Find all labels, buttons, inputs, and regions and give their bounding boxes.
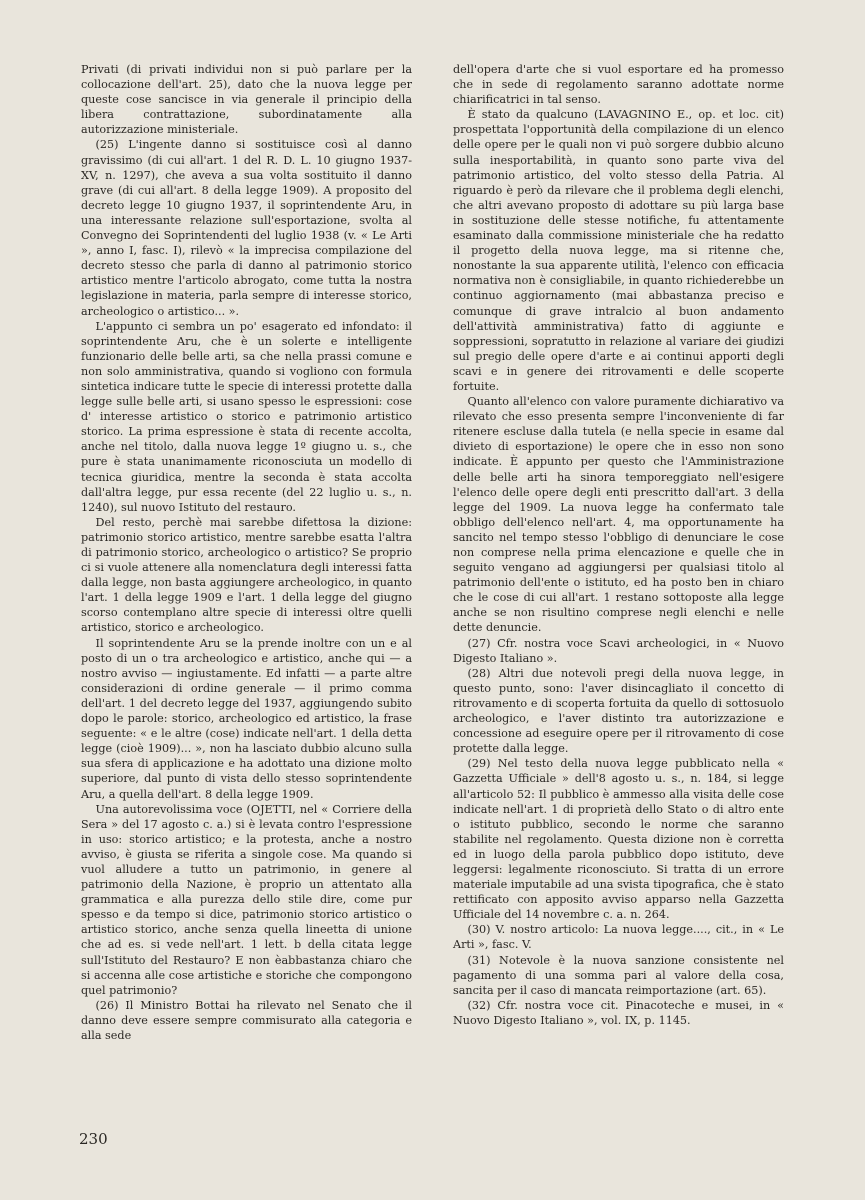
footnote-32: (32) Cfr. nostra voce cit. Pinacoteche e musei, in « Nuovo Digesto Italiano », vol. IX, p. 1145. [453, 998, 784, 1027]
paragraph: Quanto all'elenco con valore puramente dichiarativo va rilevato che esso presenta sempre l'inconveniente di far ritenere escluse dalla tutela (e nella specie in esame dal divieto di esportazione) le opere che in esso non sono indicate. È appunto per questo che l'Amministrazione delle belle arti ha sinora temporeggiato nell'esigere l'elenco delle opere degli enti prescritto dall'art. 3 della legge del 1909. La nuova legge ha confermato tale obbligo dell'elenco nell'art. 4, ma opportunamente ha sancito nel tempo stesso l'obbligo di denunciare le cose non comprese nella prima elencazione e quelle che in seguito vengano ad aggiungersi per qualsiasi titolo al patrimonio dell'ente o istituto, ed ha posto ben in chiaro che le cose di cui all'art. 1 restano sottoposte alla legge anche se non risultino comprese negli elenchi e nelle dette denuncie. [453, 395, 784, 635]
paragraph: Privati (di privati individui non si può parlare per la collocazione dell'art. 25), dato che la nuova legge per queste cose sancisce in via generale il principio della libera contrattazione, subordinatamente alla autorizzazione ministeriale. [81, 63, 412, 137]
page-number: 230 [79, 1130, 108, 1148]
paragraph: Del resto, perchè mai sarebbe difettosa la dizione: patrimonio storico artistico, mentre sarebbe esatta l'altra di patrimonio storico, archeologico o artistico? Se proprio ci si vuole attenere alla nomenclatura degli interessi fatta dalla legge, non basta aggiungere archeologico, in quanto l'art. 1 della legge 1909 e l'art. 1 della legge del giugno scorso contemplano altre specie di interessi oltre quelli artistico, storico e archeologico. [81, 515, 412, 635]
footnote-31: (31) Notevole è la nuova sanzione consistente nel pagamento di una somma pari al valore della cosa, sancita per il caso di mancata reimportazione (art. 65). [453, 953, 784, 997]
footnote-28: (28) Altri due notevoli pregi della nuova legge, in questo punto, sono: l'aver disincagliato il concetto di ritrovamento e di scoperta fortuita da quello di sottosuolo archeologico, e l'aver distinto tra autorizzazione e concessione ad eseguire opere per il ritrovamento di cose protette dalla legge. [453, 666, 784, 756]
paragraph: dell'opera d'arte che si vuol esportare ed ha promesso che in sede di regolamento saranno adottate norme chiarificatrici in tal senso. [453, 63, 784, 107]
footnote-30: (30) V. nostro articolo: La nuova legge...., cit., in « Le Arti », fasc. V. [453, 923, 784, 952]
footnote-29: (29) Nel testo della nuova legge pubblicato nella « Gazzetta Ufficiale » dell'8 agosto u. s., n. 184, si legge all'articolo 52: Il pubblico è ammesso alla visita delle cose indicate nell'art. 1 di proprietà dello Stato o di altro ente o istituto pubblico, secondo le norme che saranno stabilite nel regolamento. Questa dizione non è corretta ed in luogo della parola pubblico dopo istituto, deve leggersi: legalmente riconosciuto. Si tratta di un errore materiale imputabile ad una svista tipografica, che è stato rettificato con apposito avviso apparso nella Gazzetta Ufficiale del 14 novembre c. a. n. 264. [453, 757, 784, 922]
left-text-column [81, 62, 412, 1043]
footnote-26: (26) Il Ministro Bottai ha rilevato nel Senato che il danno deve essere sempre commisurato alla categoria e alla sede [81, 998, 412, 1042]
footnote-27: (27) Cfr. nostra voce Scavi archeologici, in « Nuovo Digesto Italiano ». [453, 636, 784, 665]
paragraph: Una autorevolissima voce (OJETTI, nel « Corriere della Sera » del 17 agosto c. a.) si è levata contro l'espressione in uso: storico artistico; e la protesta, anche a nostro avviso, è giusta se riferita a singole cose. Ma quando si vuol alludere a tutto un patrimonio, in genere al patrimonio della Nazione, è proprio un attentato alla grammatica e alla purezza dello stile dire, come pur spesso e da tempo si dice, patrimonio storico artistico o artistico storico, anche senza quella lineetta di unione che ad es. si vede nell'art. 1 lett. b della citata legge sull'Istituto del Restauro? E non èabbastanza chiaro che si accenna alle cose artistiche e storiche che compongono quel patrimonio? [81, 802, 412, 997]
footnote-25: (25) L'ingente danno si sostituisce così al danno gravissimo (di cui all'art. 1 del R. D. L. 10 giugno 1937-XV, n. 1297), che aveva a sua volta sostituito il danno grave (di cui all'art. 8 della legge 1909). A proposito del decreto legge 10 giugno 1937, il soprintendente Aru, in una interessante relazione sull'esportazione, svolta al Convegno dei Soprintendenti del luglio 1938 (v. « Le Arti », anno I, fasc. I), rilevò « la imprecisa compilazione del decreto stesso che parla di danno al patrimonio storico artistico mentre l'articolo abrogato, come tutta la nostra legislazione in materia, parla sempre di interesse storico, archeologico o artistico... ». [81, 138, 412, 318]
paragraph: È stato da qualcuno (LAVAGNINO E., op. et loc. cit) prospettata l'opportunità della compilazione di un elenco delle opere per le quali non vi può sorgere dubbio alcuno sulla inesportabilità, in quanto sono parte viva del patrimonio artistico, del volto stesso della Patria. Al riguardo è però da rilevare che il problema degli elenchi, che altri avevano proposto di adottare su più larga base in sostituzione delle stesse notifiche, fu attentamente esaminato dalla commissione ministeriale che ha redatto il progetto della nuova legge, ma si ritenne che, nonostante la sua apparente utilità, l'elenco con efficacia normativa non è consigliabile, in quanto richiederebbe un continuo aggiornamento (mai abbastanza preciso e comunque di grave intralcio al buon andamento dell'attività amministrativa) fatto di aggiunte e soppressioni, sopratutto in relazione al variare dei giudizi sul pregio delle opere d'arte e ai continui apporti degli scavi e in genere dei ritrovamenti e delle scoperte fortuite. [453, 108, 784, 393]
paragraph: Il soprintendente Aru se la prende inoltre con un e al posto di un o tra archeologico e artistico, anche qui — a nostro avviso — ingiustamente. Ed infatti — a parte altre considerazioni di ordine generale — il primo comma dell'art. 1 del decreto legge del 1937, aggiungendo subito dopo le parole: storico, archeologico ed artistico, la frase seguente: « e le altre (cose) indicate nell'art. 1 della detta legge (cioè 1909)... », non ha lasciato dubbio alcuno sulla sua sfera di applicazione e ha adottato una dizione molto superiore, dal punto di vista dello stesso soprintendente Aru, a quella dell'art. 8 della legge 1909. [81, 636, 412, 801]
paragraph: L'appunto ci sembra un po' esagerato ed infondato: il soprintendente Aru, che è un solerte e intelligente funzionario delle belle arti, sa che nella prassi comune e non solo amministrativa, quando si vogliono con formula sintetica indicare tutte le specie di interessi protette dalla legge sulle belle arti, si usano spesso le espressioni: cose d' interesse artistico o storico e patrimonio artistico storico. La prima espressione è stata di recente accolta, anche nel titolo, dalla nuova legge 1º giugno u. s., che pure è stata unanimamente riconosciuta un modello di tecnica giuridica, mentre la seconda è stata accolta dall'altra legge, pur essa recente (del 22 luglio u. s., n. 1240), sul nuovo Istituto del restauro. [81, 319, 412, 514]
right-text-column [453, 62, 784, 1028]
